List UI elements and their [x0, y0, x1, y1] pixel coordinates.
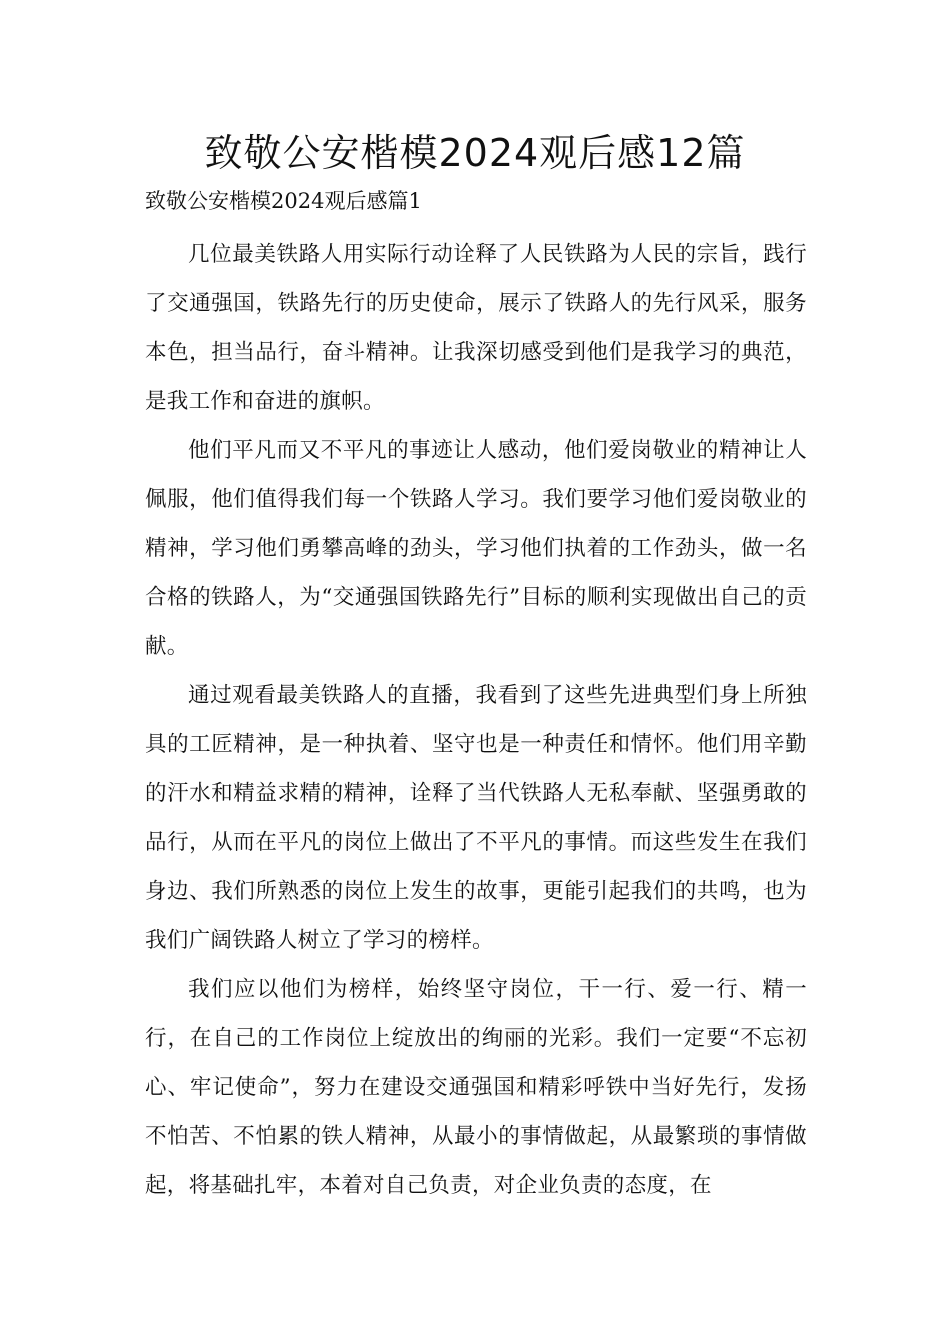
paragraph-4: 我们应以他们为榜样，始终坚守岗位，干一行、爱一行、精一行，在自己的工作岗位上绽放出的绚丽的光彩。我们一定要“不忘初心、牢记使命”，努力在建设交通强国和精彩呼铁中当好先行，发扬不怕苦、不怕累的铁人精神，从最小的事情做起，从最繁琐的事情做起，将基础扎牢，本着对自己负责，对企业负责的态度，在	[145, 977, 807, 1198]
paragraph-1: 几位最美铁路人用实际行动诠释了人民铁路为人民的宗旨，践行了交通强国，铁路先行的历史使命，展示了铁路人的先行风采，服务本色，担当品行，奋斗精神。让我深切感受到他们是我学习的典范，是我工作和奋进的旗帜。	[145, 242, 807, 414]
paragraph-2: 他们平凡而又不平凡的事迹让人感动，他们爱岗敬业的精神让人佩服，他们值得我们每一个铁路人学习。我们要学习他们爱岗敬业的精神，学习他们勇攀高峰的劲头，学习他们执着的工作劲头，做一名合格的铁路人，为“交通强国铁路先行”目标的顺利实现做出自己的贡献。	[145, 438, 807, 659]
document-body	[145, 230, 807, 1210]
paragraph-3: 通过观看最美铁路人的直播，我看到了这些先进典型们身上所独具的工匠精神，是一种执着、坚守也是一种责任和情怀。他们用辛勤的汗水和精益求精的精神，诠释了当代铁路人无私奉献、坚强勇敢的品行，从而在平凡的岗位上做出了不平凡的事情。而这些发生在我们身边、我们所熟悉的岗位上发生的故事，更能引起我们的共鸣，也为我们广阔铁路人树立了学习的榜样。	[145, 683, 807, 953]
document-title: 致敬公安楷模2024观后感12篇	[204, 131, 746, 175]
section-heading: 致敬公安楷模2024观后感篇1	[145, 189, 422, 213]
